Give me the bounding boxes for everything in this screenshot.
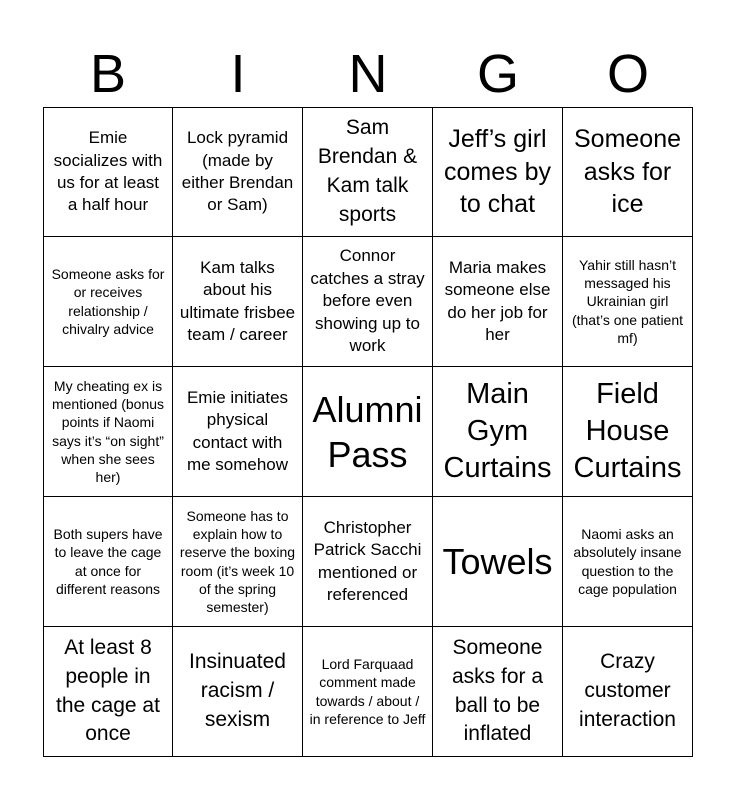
bingo-cell[interactable]	[173, 627, 303, 757]
bingo-cell[interactable]	[43, 367, 173, 497]
bingo-cell[interactable]	[173, 237, 303, 367]
cell-text: My cheating ex is mentioned (bonus points if Naomi says it’s “on sight” when she sees her)	[51, 377, 165, 485]
cell-text: Someone has to explain how to reserve the boxing room (it’s week 10 of the spring semester)	[179, 507, 296, 615]
header-letter-i: I	[230, 44, 246, 104]
cell-text: Maria makes someone else do her job for her	[444, 257, 551, 344]
header-letter-g: G	[476, 44, 519, 104]
bingo-cell[interactable]	[433, 497, 563, 627]
cell-text: Towels	[442, 541, 553, 582]
bingo-cell[interactable]	[563, 107, 693, 237]
bingo-cell[interactable]	[43, 107, 173, 237]
bingo-cell[interactable]	[563, 497, 693, 627]
bingo-cell[interactable]	[433, 237, 563, 367]
cell-text: Main Gym Curtains	[443, 378, 552, 484]
cell-text: Naomi asks an absolutely insane question to the cage population	[573, 526, 682, 597]
cell-text: Emie socializes with us for at least a half hour	[53, 128, 163, 215]
cell-text: Emie initiates physical contact with me somehow	[186, 387, 289, 474]
cell-text: Yahir still hasn’t messaged his Ukrainian girl (that’s one patient mf)	[571, 257, 684, 346]
bingo-cell[interactable]	[303, 627, 433, 757]
bingo-cell[interactable]	[433, 627, 563, 757]
cell-text: Someone asks for or receives relationship / chivalry advice	[51, 266, 165, 337]
cell-text: Christopher Patrick Sacchi mentioned or referenced	[313, 517, 422, 604]
bingo-cell[interactable]	[303, 497, 433, 627]
cell-text: Kam talks about his ultimate frisbee team / career	[179, 257, 296, 344]
bingo-cell[interactable]	[303, 367, 433, 497]
cell-text: Someone asks for a ball to be inflated	[451, 635, 544, 746]
bingo-cell[interactable]	[43, 497, 173, 627]
bingo-cell[interactable]	[43, 237, 173, 367]
cell-text: Lord Farquaad comment made towards / about / in reference to Jeff	[309, 656, 426, 727]
bingo-cell[interactable]	[563, 237, 693, 367]
bingo-cell[interactable]	[433, 107, 563, 237]
bingo-header	[43, 38, 693, 110]
cell-text: Connor catches a stray before even showing up to work	[310, 246, 425, 356]
bingo-cell[interactable]	[563, 627, 693, 757]
cell-text: Alumni Pass	[312, 388, 423, 475]
bingo-cell[interactable]	[433, 367, 563, 497]
cell-text: Insinuated racism / sexism	[189, 650, 286, 731]
header-letter-n: N	[348, 44, 388, 104]
cell-text: Jeff’s girl comes by to chat	[444, 125, 551, 219]
header-letter-b: B	[89, 44, 127, 104]
cell-text: Sam Brendan & Kam talk sports	[317, 116, 418, 226]
cell-text: Someone asks for ice	[573, 125, 682, 219]
bingo-cell[interactable]	[303, 107, 433, 237]
bingo-cell[interactable]	[563, 367, 693, 497]
bingo-board	[43, 107, 693, 757]
cell-text: At least 8 people in the cage at once	[56, 635, 160, 746]
bingo-cell[interactable]	[173, 497, 303, 627]
header-letter-o: O	[606, 44, 649, 104]
cell-text: Field House Curtains	[573, 378, 682, 484]
bingo-cell[interactable]	[43, 627, 173, 757]
bingo-cell[interactable]	[173, 107, 303, 237]
cell-text: Lock pyramid (made by either Brendan or Sam)	[181, 128, 294, 215]
bingo-cell[interactable]	[303, 237, 433, 367]
cell-text: Both supers have to leave the cage at once for different reasons	[53, 526, 163, 597]
bingo-cell[interactable]	[173, 367, 303, 497]
cell-text: Crazy customer interaction	[579, 650, 676, 731]
